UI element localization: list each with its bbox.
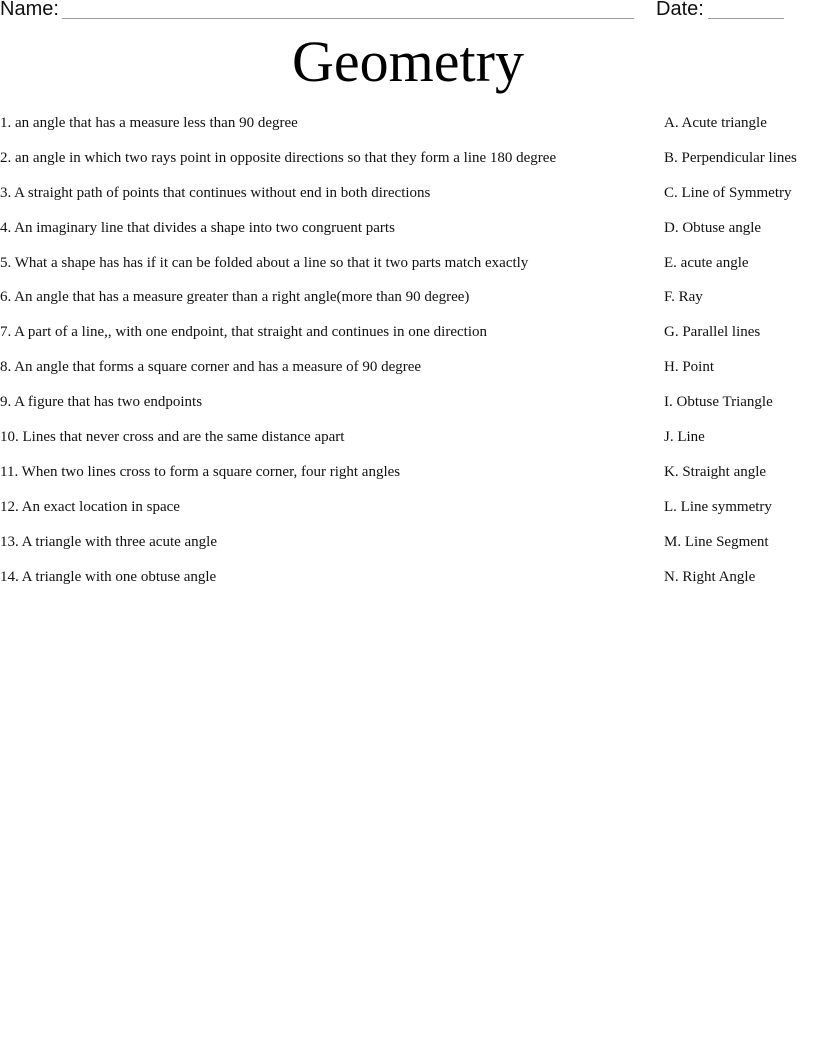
question-item: 5. What a shape has has if it can be folded about a line so that it two parts match exactly [0,254,529,271]
answer-item: B. Perpendicular lines [664,149,797,166]
answer-item: D. Obtuse angle [664,219,762,236]
answer-item: A. Acute triangle [664,115,767,131]
question-item: 4. An imaginary line that divides a shape into two congruent parts [0,219,395,236]
answer-item: I. Obtuse Triangle [664,394,773,411]
question-item: 6. An angle that has a measure greater than a right angle(more than 90 degree) [0,289,470,306]
answer-item: E. acute angle [664,254,749,271]
answer-item: C. Line of Symmetry [664,184,792,201]
name-label: Name: [0,0,59,20]
question-item: 11. When two lines cross to form a square corner, four right angles [0,463,401,480]
answers-list [664,113,816,601]
question-item: 3. A straight path of points that continues without end in both directions [0,184,431,201]
questions-list [0,113,640,601]
answer-item: G. Parallel lines [664,324,761,341]
name-write-line [62,18,634,19]
question-item: 12. An exact location in space [0,498,180,515]
question-item: 8. An angle that forms a square corner and has a measure of 90 degree [0,359,422,376]
answer-item: H. Point [664,359,715,376]
question-item: 14. A triangle with one obtuse angle [0,568,217,585]
question-item: 2. an angle in which two rays point in opposite directions so that they form a line 180 degree [0,149,557,166]
question-item: 10. Lines that never cross and are the same distance apart [0,429,345,446]
answer-item: K. Straight angle [664,463,767,480]
answer-item: L. Line symmetry [664,498,772,515]
worksheet-title: Geometry [292,29,524,94]
question-item: 9. A figure that has two endpoints [0,394,203,411]
answer-item: F. Ray [664,289,703,306]
question-item: 13. A triangle with three acute angle [0,533,218,550]
answer-item: M. Line Segment [664,533,769,550]
question-item: 1. an angle that has a measure less than 90 degree [0,115,298,131]
date-label: Date: [656,0,704,20]
worksheet-header [0,0,816,24]
answer-item: J. Line [664,429,705,446]
answer-item: N. Right Angle [664,568,756,585]
question-item: 7. A part of a line,, with one endpoint, that straight and continues in one direction [0,324,487,341]
date-write-line [708,18,784,19]
